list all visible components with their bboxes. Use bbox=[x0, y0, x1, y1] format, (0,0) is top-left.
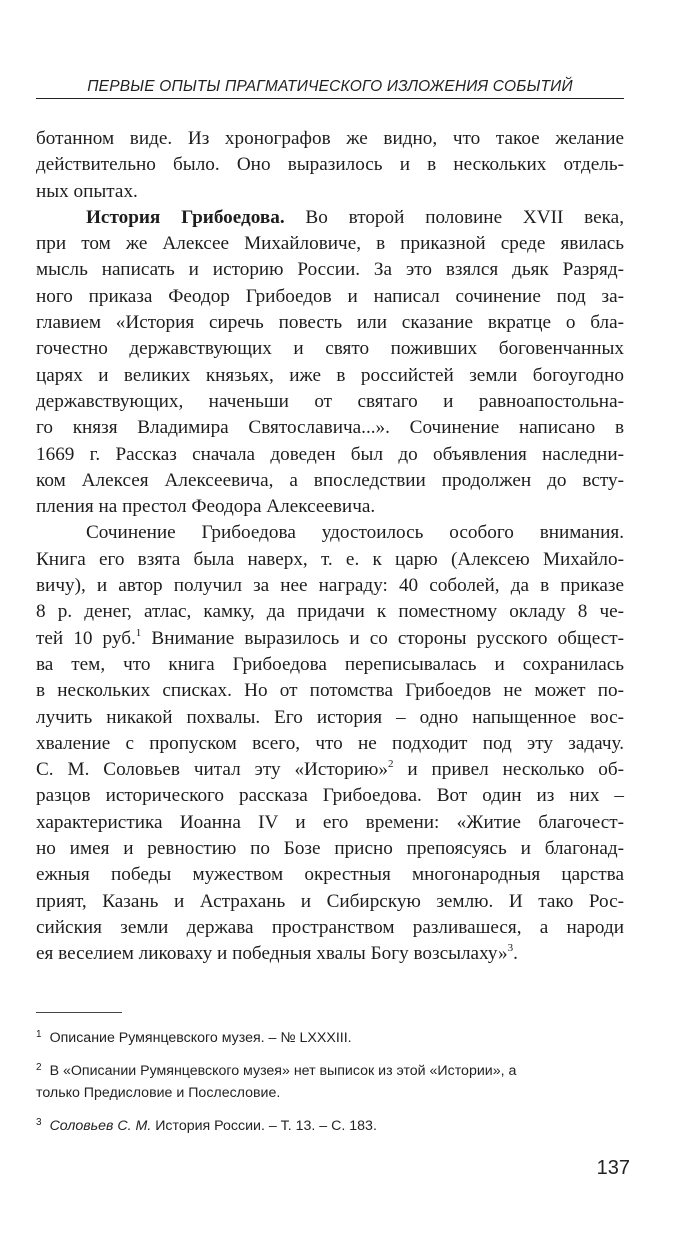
text-fragment: тей 10 руб. bbox=[36, 627, 136, 649]
paragraph-1 bbox=[36, 126, 624, 205]
text-line: 1669 г. Рассказ сначала доведен был до объявления наследни- bbox=[36, 443, 624, 465]
text-line: действительно было. Оно выразилось и в нескольких отдель- bbox=[36, 154, 624, 176]
footnote-ref[interactable]: 3 bbox=[507, 942, 514, 955]
text-line: мысль написать и историю России. За это взялся дьяк Разряд- bbox=[36, 259, 624, 281]
text-fragment: ея веселием ликоваху и победныя хвалы Богу возсылаху» bbox=[36, 943, 508, 965]
footnote-3 bbox=[36, 1112, 626, 1137]
footnote-2 bbox=[36, 1057, 626, 1104]
footnote-text: В «Описании Румянцевского музея» нет выписок из этой «Истории», а bbox=[49, 1063, 517, 1079]
footnote-number: 2 bbox=[36, 1062, 42, 1073]
footnote-text: Описание Румянцевского музея. – № LXXXIII. bbox=[49, 1030, 352, 1046]
text-line bbox=[36, 757, 624, 783]
text-fragment: Во второй половине XVII века, bbox=[284, 206, 624, 228]
text-line: характеристика Иоанна IV и его времени: «Житие благочест- bbox=[36, 811, 624, 833]
text-line: го князя Владимира Святославича...». Сочинение написано в bbox=[36, 417, 624, 439]
text-line: царях и великих князьях, иже в российстей земли богоугодно bbox=[36, 364, 624, 386]
footnote-1 bbox=[36, 1024, 626, 1049]
text-line: вичу), и автор получил за нее награду: 40 соболей, да в приказе bbox=[36, 575, 624, 597]
text-fragment: Внимание выразилось и со стороны русского общест- bbox=[141, 627, 624, 649]
text-line: ботанном виде. Из хронографов же видно, что такое желание bbox=[36, 128, 624, 149]
text-line: ежныя победы мужеством окрестныя многонародныя царства bbox=[36, 864, 624, 886]
text-line: хваление с пропуском всего, что не подходит под эту задачу. bbox=[36, 732, 624, 754]
text-line: разцов исторического рассказа Грибоедова. Вот один из них – bbox=[36, 785, 624, 807]
text-line: 8 р. денег, атлас, камку, да придачи к поместному окладу 8 че- bbox=[36, 601, 624, 623]
running-head: ПЕРВЫЕ ОПЫТЫ ПРАГМАТИЧЕСКОГО ИЗЛОЖЕНИЯ СОБЫТИЙ bbox=[36, 76, 624, 99]
text-line: ва тем, что книга Грибоедова переписывалась и сохранилась bbox=[36, 653, 624, 675]
footnote-number: 1 bbox=[36, 1029, 42, 1040]
footnote-number: 3 bbox=[36, 1117, 42, 1128]
text-line: при том же Алексее Михайловиче, в приказной среде явилась bbox=[36, 233, 624, 255]
text-line: ных опытах. bbox=[36, 180, 138, 202]
footnote-text: История России. – Т. 13. – С. 183. bbox=[151, 1118, 377, 1134]
text-line: главием «История сиречь повесть или сказание вкратце о бла- bbox=[36, 312, 624, 334]
footnote-text: только Предисловие и Послесловие. bbox=[36, 1085, 281, 1101]
text-line bbox=[36, 626, 624, 652]
footnotes bbox=[36, 1024, 626, 1145]
text-line: но имея и ревностию по Бозе присно препоясуясь и благонад- bbox=[36, 838, 624, 860]
text-fragment: и привел несколько об- bbox=[393, 759, 624, 781]
text-line bbox=[36, 205, 624, 231]
footnote-divider bbox=[36, 1012, 122, 1013]
page-number: 137 bbox=[596, 1157, 630, 1179]
text-line: Книга его взята была наверх, т. е. к царю (Алексею Михайло- bbox=[36, 548, 624, 570]
text-line: державствующих, наченьши от святаго и равноапостольна- bbox=[36, 390, 624, 412]
paragraph-3 bbox=[36, 520, 624, 967]
body-text bbox=[36, 126, 624, 968]
footnote-ref[interactable]: 2 bbox=[387, 758, 394, 771]
text-line: ком Алексея Алексеевича, а впоследствии продолжен до всту- bbox=[36, 469, 624, 491]
text-line: лучить никакой похвалы. Его история – одно напыщенное вос- bbox=[36, 706, 624, 728]
text-line: ного приказа Феодор Грибоедов и написал сочинение под за- bbox=[36, 285, 624, 307]
text-line: гочестно державствующих и свято поживших боговенчанных bbox=[36, 338, 624, 360]
footnote-author: Соловьев С. М. bbox=[49, 1118, 152, 1134]
text-line: Сочинение Грибоедова удостоилось особого внимания. bbox=[86, 522, 624, 544]
text-fragment: . bbox=[513, 943, 518, 965]
paragraph-2 bbox=[36, 205, 624, 521]
section-heading: История Грибоедова. bbox=[86, 206, 285, 228]
text-fragment: С. М. Соловьев читал эту «Историю» bbox=[36, 759, 388, 781]
text-line: прият, Казань и Астрахань и Сибирскую землю. И тако Рос- bbox=[36, 890, 624, 912]
text-line: пления на престол Феодора Алексеевича. bbox=[36, 496, 376, 518]
footnote-ref[interactable]: 1 bbox=[135, 626, 142, 639]
text-line: сийския земли держава пространством разливашеся, а народи bbox=[36, 916, 624, 938]
text-line: в нескольких списках. Но от потомства Грибоедов не может по- bbox=[36, 680, 624, 702]
text-line bbox=[36, 941, 624, 967]
